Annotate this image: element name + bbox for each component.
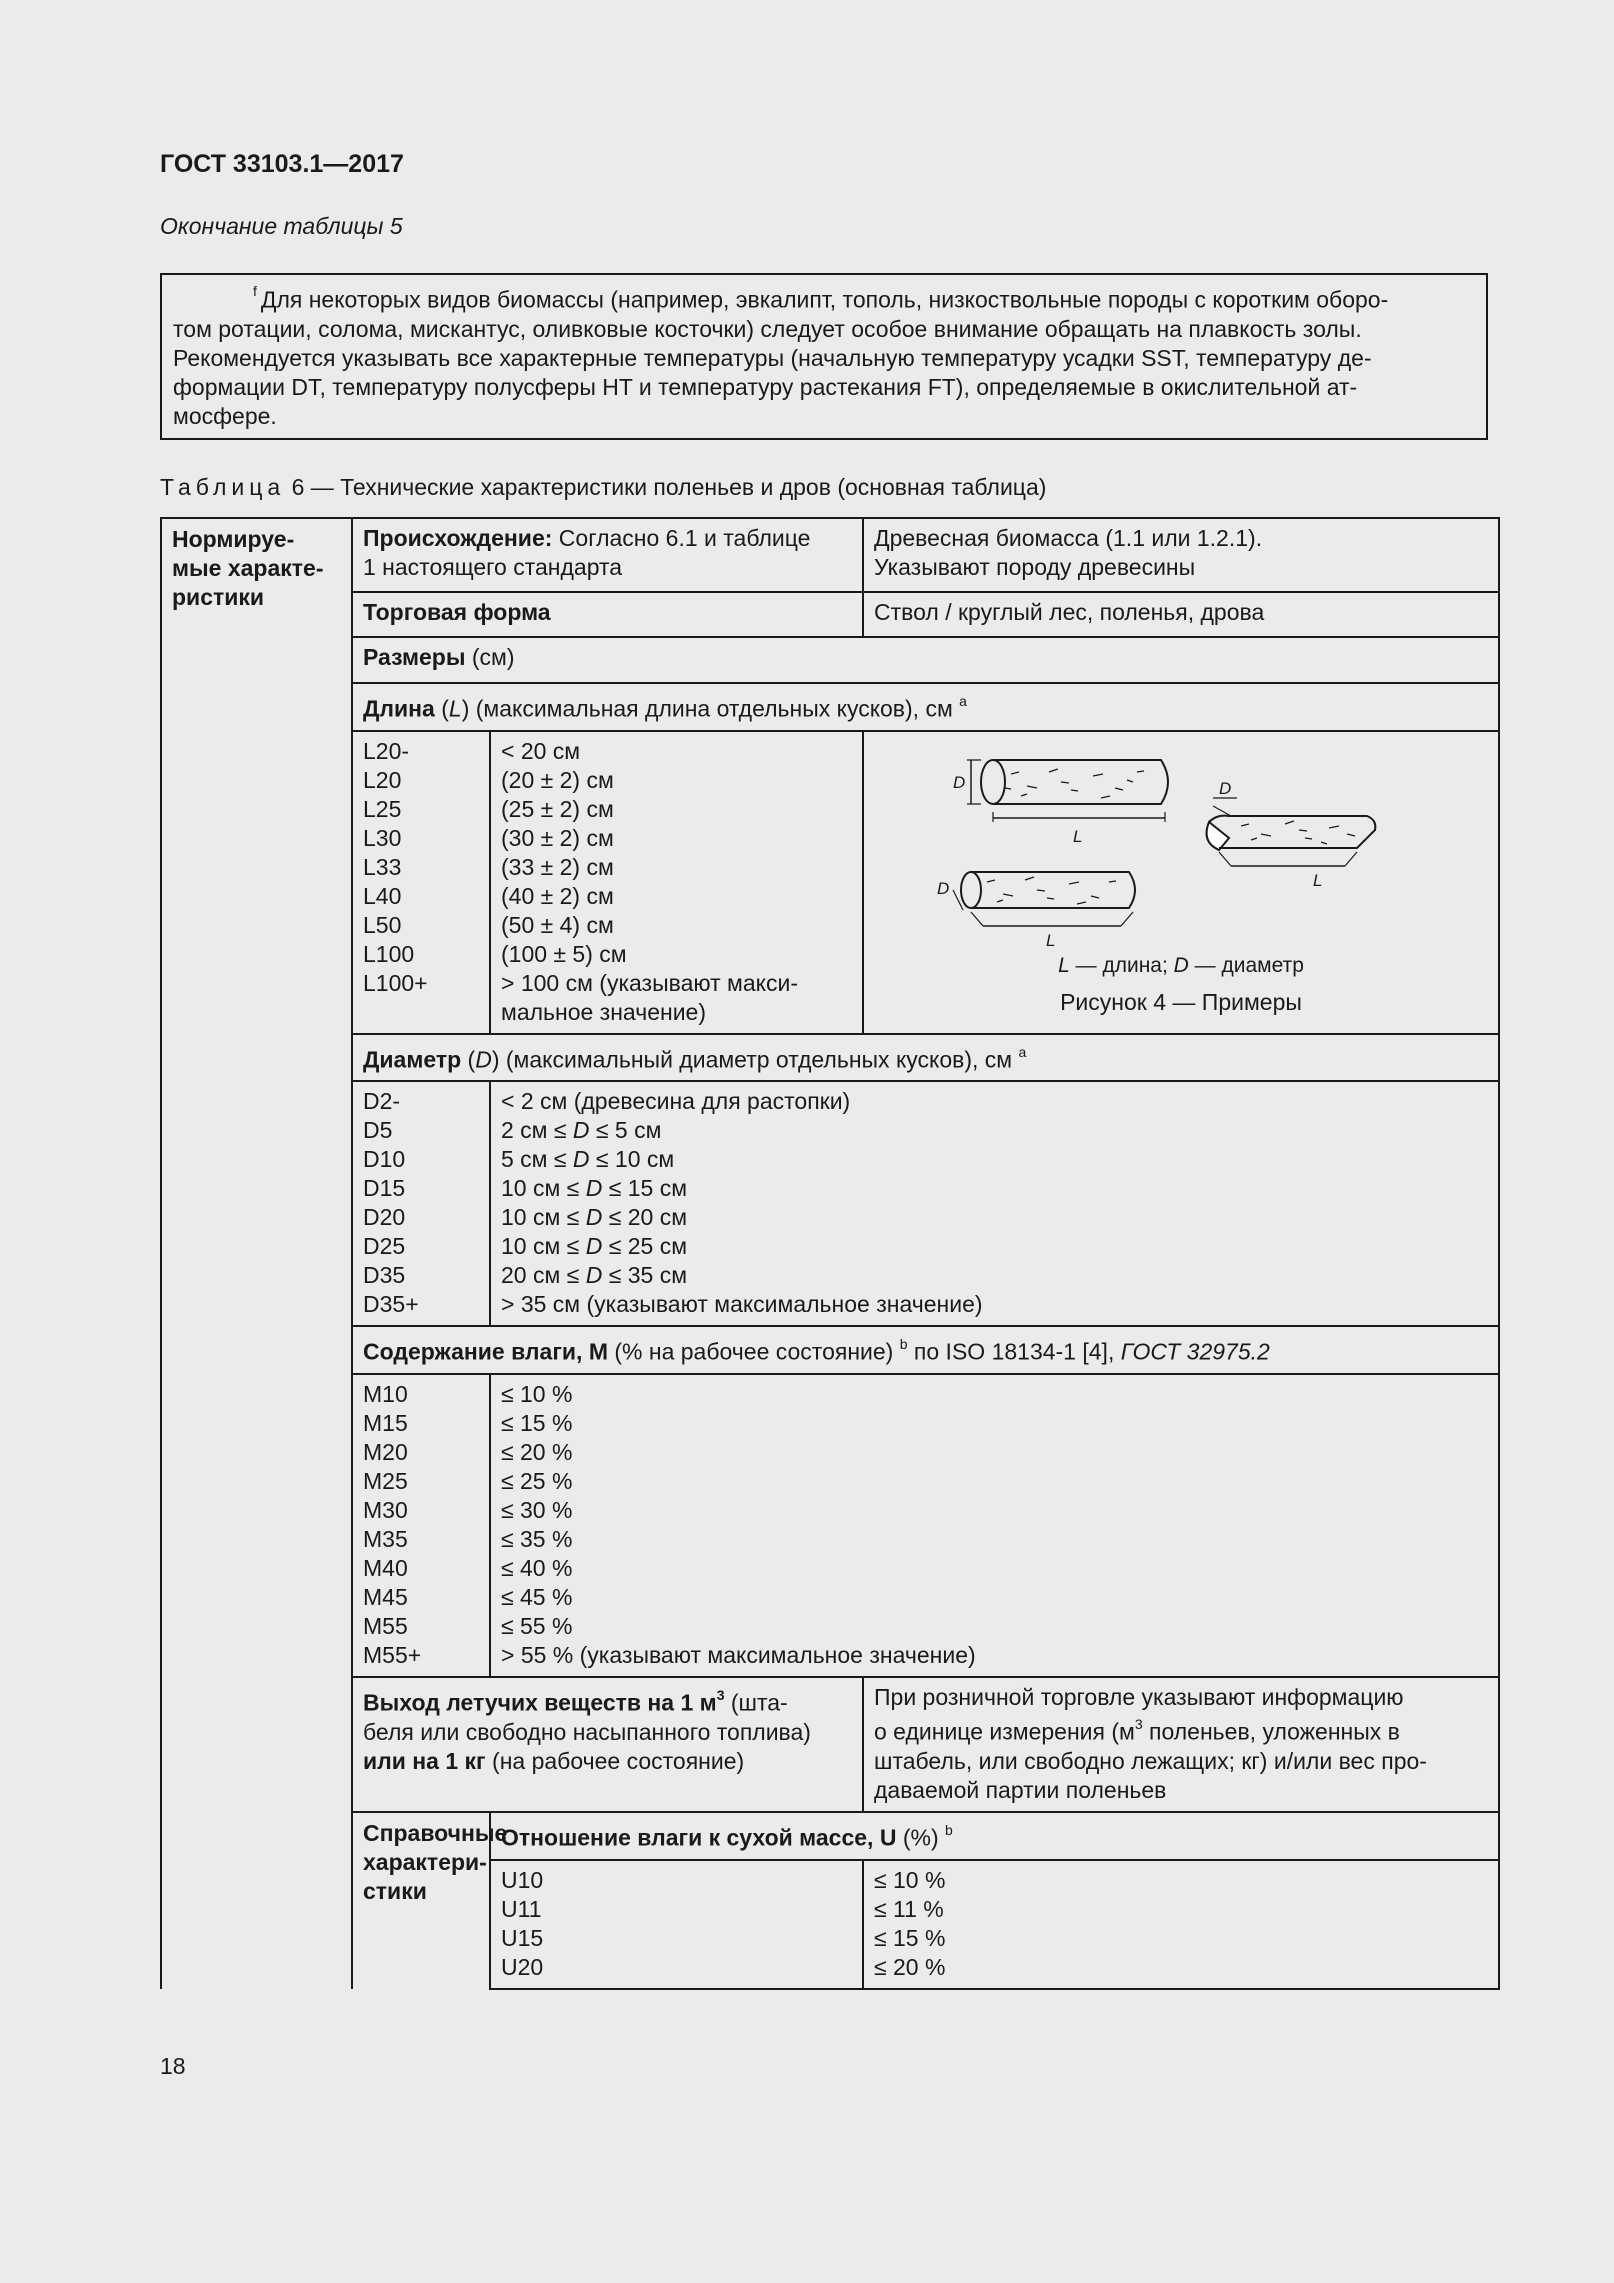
length-values: < 20 см (20 ± 2) см (25 ± 2) см (30 ± 2) см (33 ± 2) см (40 ± 2) см (50 ± 4) см (100 ± 5) см > 100 см (указывают макси- мальное значение) [490, 731, 863, 1034]
figure-caption: Рисунок 4 — Примеры [1060, 988, 1302, 1015]
footnote-line: формации DT, температуру полусферы HT и температуру растекания FT), определяемые в окислительной ат- [173, 373, 1358, 400]
figure-label-d: D [1219, 778, 1232, 798]
table-row [161, 1081, 1499, 1326]
table-row [161, 637, 1499, 683]
table-row [161, 1374, 1499, 1677]
moisture-ratio-values: ≤ 10 % ≤ 11 % ≤ 15 % ≤ 20 % [863, 1860, 1499, 1989]
figure-label-l: L [1073, 826, 1083, 846]
log-round-icon [981, 760, 1168, 804]
moisture-ratio-header: Отношение влаги к сухой массе, U (%) $^b$ [490, 1812, 1499, 1860]
footnote-box [160, 273, 1488, 440]
origin-cell: Происхождение: Согласно 6.1 и таблице 1 настоящего стандарта [352, 518, 863, 592]
figure-label-d: D [937, 878, 950, 898]
characteristics-table [160, 517, 1500, 1990]
standard-header: ГОСТ 33103.1—2017 [160, 150, 404, 178]
page-number: 18 [160, 2053, 186, 2079]
table-row [161, 1034, 1499, 1082]
footnote-marker: f [253, 283, 257, 299]
moisture-header: Содержание влаги, М (% на рабочее состояние) $^b$ по ISO 18134-1 [4], ГОСТ 32975.2 [352, 1326, 1499, 1374]
trade-form-value: Ствол / круглый лес, поленья, дрова [863, 592, 1499, 637]
moisture-classes: M10 M15 M20 M25 M30 M35 M40 M45 M55 M55+ [352, 1374, 490, 1677]
table-row [161, 1326, 1499, 1374]
diameter-classes: D2- D5 D10 D15 D20 D25 D35 D35+ [352, 1081, 490, 1326]
figure-label-l: L [1313, 870, 1323, 890]
table-row [161, 1677, 1499, 1812]
length-header: Длина (L) (максимальная длина отдельных кусков), см $^a$ [352, 683, 1499, 731]
diameter-header: Диаметр (D) (максимальный диаметр отдельных кусков), см $^a$ [352, 1034, 1499, 1082]
group-reference: Справочные характери- стики [352, 1812, 490, 1989]
trade-form-label: Торговая форма [352, 592, 863, 637]
yield-value: При розничной торговле указывают информацию о единице измерения ($м^3$ поленьев, уложенных в штабель, или свободно лежащих; кг) и/или вес про- даваемой партии поленьев [863, 1677, 1499, 1812]
group-normative: Нормируе- мые характе- ристики [161, 518, 352, 1989]
moisture-values: ≤ 10 % ≤ 15 % ≤ 20 % ≤ 25 % ≤ 30 % ≤ 35 % ≤ 40 % ≤ 45 % ≤ 55 % > 55 % (указывают максимальное значение) [490, 1374, 1499, 1677]
table-row [161, 731, 1499, 1034]
table-continuation-label: Окончание таблицы 5 [160, 213, 403, 239]
table-row [161, 1812, 1499, 1860]
footnote-line: том ротации, солома, мискантус, оливковые косточки) следует особое внимание обращать на плавкость золы. [173, 315, 1362, 342]
table-row [161, 683, 1499, 731]
dimensions-cell: Размеры (см) [352, 637, 1499, 683]
origin-value: Древесная биомасса (1.1 или 1.2.1). Указывают породу древесины [863, 518, 1499, 592]
footnote-line: Рекомендуется указывать все характерные температуры (начальную температуру усадки SST, температуру де- [173, 344, 1372, 371]
table-row [161, 518, 1499, 592]
diameter-values: < 2 см (древесина для растопки) 2 см ≤ D ≤ 5 см 5 см ≤ D ≤ 10 см 10 см ≤ D ≤ 15 см 10 см ≤ D ≤ 20 см 10 см ≤ D ≤ 25 см 20 см ≤ D ≤ 35 см > 35 см (указывают максимальное значение) [490, 1081, 1499, 1326]
table-caption-text: 6 — Технические характеристики поленьев и дров (основная таблица) [291, 474, 1047, 500]
figure-label-d: D [953, 772, 966, 792]
log-round-small-icon [961, 872, 1135, 908]
table-caption [160, 474, 1046, 501]
footnote-line: мосфере. [173, 402, 277, 429]
yield-cell: Выход летучих веществ на 1 $м^3$ (шта- беля или свободно насыпанного топлива) или на 1 кг (на рабочее состояние) [352, 1677, 863, 1812]
length-classes: L20- L20 L25 L30 L33 L40 L50 L100 L100+ [352, 731, 490, 1034]
log-examples-figure [901, 742, 1461, 947]
log-split-icon [1207, 815, 1376, 849]
footnote-line: $^f$ Для некоторых видов биомассы (например, эвкалипт, тополь, низкоствольные породы с коротким оборо- [253, 283, 1389, 313]
figure-label-l: L [1046, 930, 1056, 947]
figure-legend: L — длина; D — диаметр [1058, 953, 1304, 977]
table-row [161, 592, 1499, 637]
origin-label: Происхождение: [363, 525, 553, 551]
figure-cell [863, 731, 1499, 1034]
moisture-ratio-classes: U10 U11 U15 U20 [490, 1860, 863, 1989]
table-caption-word: Таблица [160, 474, 286, 500]
